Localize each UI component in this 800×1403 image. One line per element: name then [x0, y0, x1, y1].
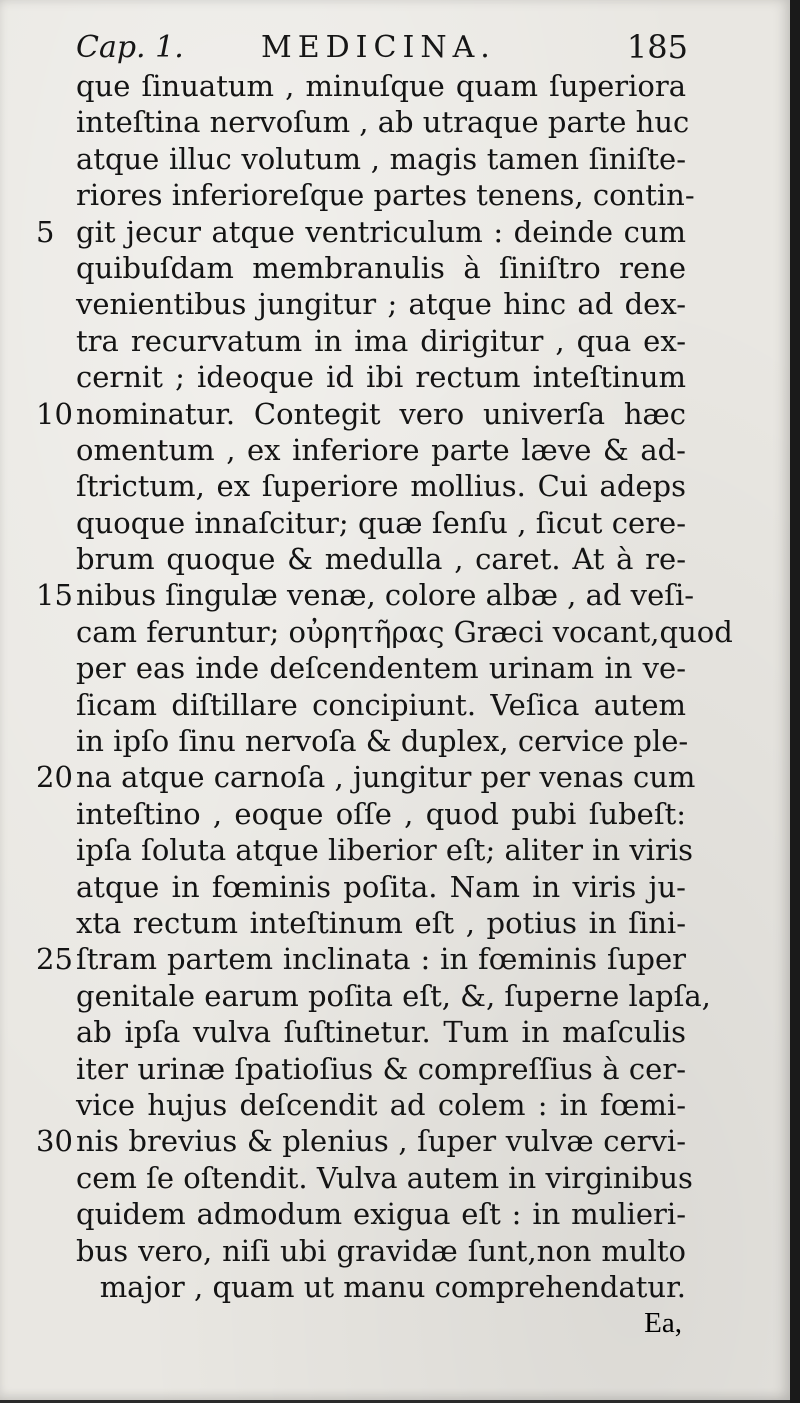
- text-line: [0, 1014, 700, 1050]
- line-text: quoque innaſcitur; quæ ſenſu , ſicut cere-: [76, 505, 686, 540]
- text-line: [0, 396, 700, 432]
- line-text: omentum , ex inferiore parte læve & ad-: [76, 432, 686, 467]
- line-text: que ſinuatum , minuſque quam ſuperiora: [76, 69, 686, 103]
- line-text: ſtram partem inclinata : in fœminis ſuper: [76, 942, 686, 977]
- line-text: inteſtina nervoſum , ab utraque parte huc: [76, 105, 690, 140]
- text-line: [0, 432, 700, 468]
- text-line: [0, 723, 700, 759]
- chapter-label: Cap. 1.: [76, 30, 184, 65]
- line-number: 25: [36, 942, 73, 977]
- line-text: iter urinæ ſpatioſius & compreſſius à cer-: [76, 1051, 686, 1086]
- text-line: [0, 614, 733, 650]
- text-line: [0, 905, 700, 941]
- catchword: Ea,: [644, 1307, 682, 1339]
- text-line: [0, 941, 700, 977]
- text-line: [0, 177, 700, 213]
- line-number: 20: [36, 760, 73, 795]
- page-edge: [790, 0, 800, 1403]
- text-line: [0, 286, 700, 322]
- text-line: [0, 505, 700, 541]
- line-text: bus vero, niſi ubi gravidæ ſunt,non multo: [76, 1233, 686, 1268]
- line-text: nibus ſingulæ venæ, colore albæ , ad veſi-: [76, 578, 695, 613]
- line-text: quibuſdam membranulis à ſiniſtro rene: [76, 250, 686, 285]
- line-text: ipſa ſoluta atque liberior eſt; aliter in viris: [76, 833, 694, 868]
- line-text: riores inferioreſque partes tenens, contin-: [76, 178, 695, 213]
- line-text: tra recurvatum in ima dirigitur , qua ex-: [76, 323, 686, 358]
- line-text: cernit ; ideoque id ibi rectum inteſtinum: [76, 360, 686, 395]
- text-line: [0, 141, 700, 177]
- line-text: in ipſo ſinu nervoſa & duplex, cervice ple-: [76, 724, 689, 759]
- text-line: [0, 869, 700, 905]
- line-text: genitale earum poſita eſt, &, ſuperne lapſa,: [76, 978, 711, 1013]
- body-text: [0, 68, 733, 1305]
- text-line: [0, 577, 700, 613]
- line-text: inteſtino , eoque oſſe , quod pubi ſubeſt:: [76, 796, 686, 831]
- line-text: ab ipſa vulva ſuſtinetur. Tum in maſculis: [76, 1015, 686, 1050]
- text-line: [0, 1160, 700, 1196]
- line-text: cam feruntur; οὐρητῆρας Græci vocant,quod: [76, 614, 733, 649]
- text-line: [0, 104, 700, 140]
- line-number: 30: [36, 1124, 73, 1159]
- text-line: [0, 1196, 700, 1232]
- line-text: cem ſe oſtendit. Vulva autem in virginibus: [76, 1160, 693, 1195]
- catchword-line: [0, 1305, 690, 1341]
- line-text: nominatur. Contegit vero univerſa hæc: [76, 396, 686, 431]
- line-text: atque in fœminis poſita. Nam in viris ju-: [76, 869, 686, 904]
- text-line: [0, 796, 700, 832]
- line-number: 10: [36, 396, 73, 431]
- text-line: [0, 68, 700, 104]
- line-number: 5: [36, 214, 55, 249]
- text-line: [0, 978, 711, 1014]
- text-line: [0, 1123, 700, 1159]
- text-line: [0, 250, 700, 286]
- line-text: quidem admodum exigua eſt : in mulieri-: [76, 1197, 686, 1232]
- text-line: [0, 541, 700, 577]
- text-line: [0, 832, 700, 868]
- text-line: [0, 650, 700, 686]
- page-title: MEDICINA.: [261, 30, 496, 65]
- line-text: ſtrictum, ex ſuperiore mollius. Cui adeps: [76, 469, 686, 504]
- line-text: per eas inde deſcendentem urinam in ve-: [76, 651, 686, 686]
- text-line: [0, 759, 700, 795]
- line-text: atque illuc volutum , magis tamen ſiniſte-: [76, 141, 686, 176]
- text-line: [0, 1087, 700, 1123]
- line-text: venientibus jungitur ; atque hinc ad dex-: [76, 287, 686, 322]
- line-text: major , quam ut manu comprehendatur.: [99, 1269, 686, 1304]
- running-head: [76, 22, 688, 72]
- text-line: [0, 1051, 700, 1087]
- text-line: [0, 687, 700, 723]
- line-text: vice hujus deſcendit ad colem : in fœmi-: [76, 1087, 686, 1122]
- text-line: [0, 323, 700, 359]
- line-text: ſicam diſtillare concipiunt. Veſica autem: [76, 687, 686, 722]
- line-number: 15: [36, 578, 73, 613]
- text-line: [0, 1233, 700, 1269]
- text-line: [0, 468, 700, 504]
- line-text: xta rectum inteſtinum eſt , potius in ſini-: [76, 905, 686, 940]
- line-text: brum quoque & medulla , caret. At à re-: [76, 542, 686, 577]
- page-number: 185: [626, 28, 688, 66]
- text-line: [0, 1269, 700, 1305]
- line-text: nis brevius & plenius , ſuper vulvæ cervi-: [76, 1124, 686, 1159]
- line-text: na atque carnoſa , jungitur per venas cum: [76, 760, 696, 795]
- text-line: [0, 214, 700, 250]
- text-line: [0, 359, 700, 395]
- line-text: git jecur atque ventriculum : deinde cum: [76, 214, 686, 249]
